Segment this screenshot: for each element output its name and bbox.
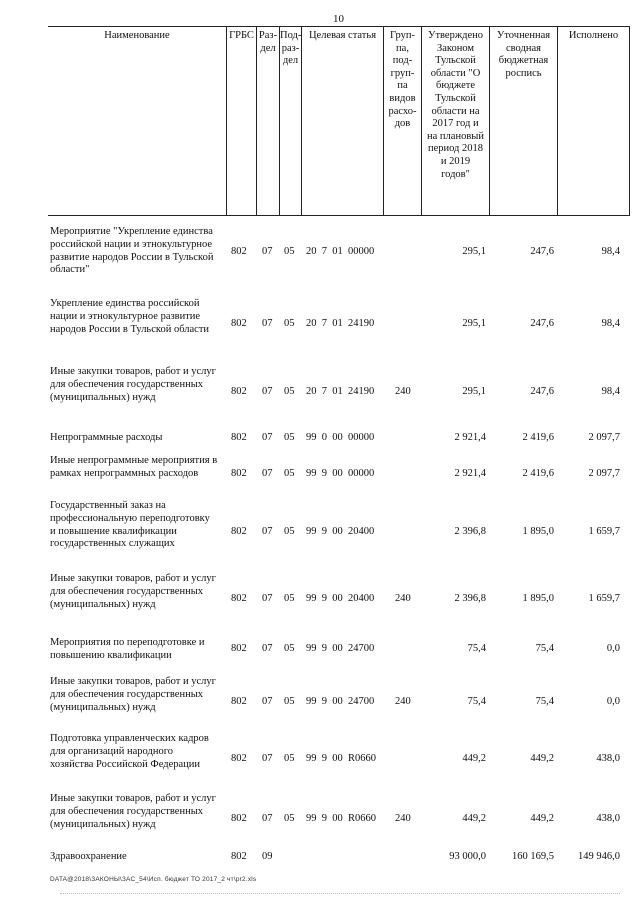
row-target: 99 9 00 20400 [306, 526, 375, 537]
header-podrazdel [279, 27, 301, 215]
row-grbs: 802 [231, 813, 247, 824]
row-refined: 1 895,0 [522, 526, 554, 537]
row-podrazdel: 05 [284, 318, 295, 329]
row-refined: 247,6 [530, 246, 554, 257]
row-approved: 75,4 [467, 696, 486, 707]
row-name: Иные закупки товаров, работ и услуг для обеспечения государственных (муниципальных) нужд [50, 793, 216, 830]
row-group: 240 [395, 593, 411, 604]
row-executed: 2 097,7 [588, 432, 620, 443]
row-razdel: 07 [262, 432, 273, 443]
row-refined: 247,6 [530, 318, 554, 329]
row-refined: 160 169,5 [512, 851, 554, 862]
row-executed: 2 097,7 [588, 468, 620, 479]
row-group: 240 [395, 813, 411, 824]
row-razdel: 07 [262, 526, 273, 537]
header-name-text: Наименование [104, 30, 170, 41]
row-refined: 2 419,6 [522, 432, 554, 443]
row-razdel: 09 [262, 851, 273, 862]
row-executed: 438,0 [596, 813, 620, 824]
page-number: 10 [333, 13, 344, 25]
row-podrazdel: 05 [284, 813, 295, 824]
row-podrazdel: 05 [284, 696, 295, 707]
row-target: 99 9 00 20400 [306, 593, 375, 604]
header-group [383, 27, 421, 215]
row-razdel: 07 [262, 593, 273, 604]
row-grbs: 802 [231, 696, 247, 707]
row-name: Мероприятие "Укрепление единства российской нации и этнокультурное развитие народов России в Тульской области" [50, 226, 214, 276]
header-approved-text: Утверждено Законом Тульской области "О бюджете Тульской области на 2017 год и на плановый период 2018 и 2019 годов" [427, 30, 484, 180]
header-razdel-text: Раз- дел [258, 30, 278, 54]
row-executed: 98,4 [601, 246, 620, 257]
row-grbs: 802 [231, 851, 247, 862]
row-approved: 295,1 [462, 386, 486, 397]
row-group: 240 [395, 386, 411, 397]
header-podrazdel-text: Под- раз- дел [280, 30, 302, 67]
header-refined [489, 27, 557, 215]
row-refined: 75,4 [535, 643, 554, 654]
row-target: 99 9 00 00000 [306, 468, 375, 479]
row-name: Иные закупки товаров, работ и услуг для обеспечения государственных (муниципальных) нужд [50, 573, 216, 610]
row-approved: 295,1 [462, 246, 486, 257]
header-name [48, 27, 226, 215]
row-group: 240 [395, 696, 411, 707]
row-podrazdel: 05 [284, 753, 295, 764]
row-grbs: 802 [231, 468, 247, 479]
row-name: Подготовка управленческих кадров для организаций народного хозяйства Российской Федерации [50, 733, 209, 770]
row-name: Укрепление единства российской нации и этнокультурное развитие народов России в Тульской области [50, 298, 210, 335]
row-podrazdel: 05 [284, 432, 295, 443]
row-razdel: 07 [262, 643, 273, 654]
row-approved: 2 921,4 [454, 432, 486, 443]
row-grbs: 802 [231, 318, 247, 329]
header-grbs-text: ГРБС [229, 30, 254, 41]
row-target: 20 7 01 00000 [306, 246, 375, 257]
row-name: Непрограммные расходы [50, 432, 163, 443]
row-name: Иные непрограммные мероприятия в рамках непрограммных расходов [50, 455, 218, 479]
row-target: 20 7 01 24190 [306, 318, 375, 329]
row-grbs: 802 [231, 246, 247, 257]
row-podrazdel: 05 [284, 468, 295, 479]
row-name: Иные закупки товаров, работ и услуг для обеспечения государственных (муниципальных) нужд [50, 676, 216, 713]
header-group-text: Груп- па, под- груп- па видов расхо- дов [388, 30, 417, 130]
row-refined: 449,2 [530, 753, 554, 764]
row-refined: 2 419,6 [522, 468, 554, 479]
row-approved: 2 396,8 [454, 526, 486, 537]
row-approved: 295,1 [462, 318, 486, 329]
row-grbs: 802 [231, 432, 247, 443]
row-name: Здравоохранение [50, 851, 127, 862]
row-approved: 449,2 [462, 813, 486, 824]
row-grbs: 802 [231, 643, 247, 654]
row-razdel: 07 [262, 696, 273, 707]
header-target [301, 27, 383, 215]
footer-divider [60, 893, 620, 894]
row-refined: 1 895,0 [522, 593, 554, 604]
row-approved: 93 000,0 [449, 851, 486, 862]
row-target: 99 9 00 R0660 [306, 753, 377, 764]
row-refined: 247,6 [530, 386, 554, 397]
row-podrazdel: 05 [284, 246, 295, 257]
row-executed: 0,0 [606, 643, 620, 654]
row-executed: 438,0 [596, 753, 620, 764]
row-podrazdel: 05 [284, 593, 295, 604]
header-executed [557, 27, 630, 215]
row-target: 99 9 00 24700 [306, 696, 375, 707]
row-target: 99 9 00 24700 [306, 643, 375, 654]
row-executed: 149 946,0 [578, 851, 620, 862]
row-approved: 2 921,4 [454, 468, 486, 479]
row-razdel: 07 [262, 246, 273, 257]
row-grbs: 802 [231, 753, 247, 764]
row-name: Иные закупки товаров, работ и услуг для обеспечения государственных (муниципальных) нужд [50, 366, 216, 403]
row-grbs: 802 [231, 526, 247, 537]
row-target: 99 9 00 R0660 [306, 813, 377, 824]
row-approved: 2 396,8 [454, 593, 486, 604]
row-executed: 98,4 [601, 386, 620, 397]
row-approved: 75,4 [467, 643, 486, 654]
row-refined: 75,4 [535, 696, 554, 707]
row-podrazdel: 05 [284, 386, 295, 397]
row-target: 20 7 01 24190 [306, 386, 375, 397]
row-name: Государственный заказ на профессиональную переподготовку и повышение квалификации государственных служащих [50, 500, 210, 550]
row-razdel: 07 [262, 318, 273, 329]
row-podrazdel: 05 [284, 643, 295, 654]
row-razdel: 07 [262, 813, 273, 824]
row-approved: 449,2 [462, 753, 486, 764]
row-executed: 98,4 [601, 318, 620, 329]
header-target-text: Целевая статья [308, 30, 377, 41]
row-refined: 449,2 [530, 813, 554, 824]
header-razdel [256, 27, 279, 215]
row-razdel: 07 [262, 468, 273, 479]
header-refined-text: Уточненная сводная бюджетная роспись [496, 30, 551, 79]
row-executed: 1 659,7 [588, 526, 620, 537]
row-razdel: 07 [262, 386, 273, 397]
header-grbs [226, 27, 256, 215]
row-grbs: 802 [231, 593, 247, 604]
header-executed-text: Исполнено [568, 30, 619, 41]
table-header [48, 26, 630, 216]
row-grbs: 802 [231, 386, 247, 397]
row-podrazdel: 05 [284, 526, 295, 537]
row-executed: 0,0 [606, 696, 620, 707]
row-target: 99 0 00 00000 [306, 432, 375, 443]
row-razdel: 07 [262, 753, 273, 764]
file-path-footer: DATA@2018\ЗАКОНЫ\ЗАС_54\Исп. бюджет ТО 2017_2 чт\pr2.xls [50, 876, 257, 883]
row-name: Мероприятия по переподготовке и повышению квалификации [50, 637, 205, 661]
header-approved [421, 27, 489, 215]
row-executed: 1 659,7 [588, 593, 620, 604]
